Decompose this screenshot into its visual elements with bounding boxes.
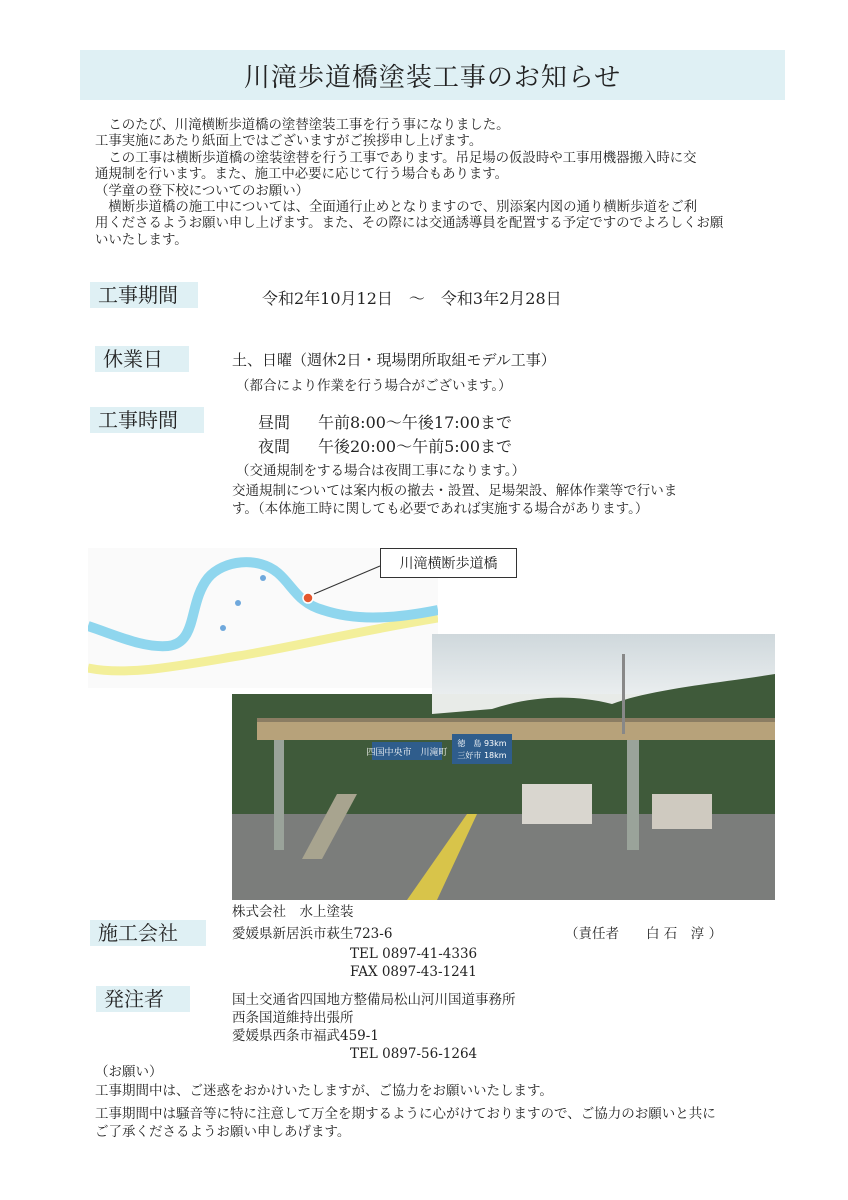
request-line-2: 工事期間中は騒音等に特に注意して万全を期するように心がけておりますので、ご協力のお願いと共に [95,1106,716,1122]
photo-bridge-rail [257,718,775,722]
hours-detail-2: す。（本体施工時に関しても必要であれば実施する場合があります。） [232,501,649,517]
contractor-responsible: （責任者 白 石 淳 ） [565,926,723,942]
photo-bridge-pillar [274,740,284,850]
hours-detail-1: 交通規制については案内板の撤去・設置、足場架設、解体作業等で行いま [232,483,678,499]
intro-line: いいたします。 [95,232,188,248]
page-title: 川滝歩道橋塗装工事のお知らせ [243,62,622,93]
intro-line: この工事は横断歩道橋の塗装塗替を行う工事であります。吊足場の仮設時や工事用機器搬入時に交 [95,150,697,166]
intro-line: 横断歩道橋の施工中については、全面通行止めとなりますので、別添案内図の通り横断歩道をご利 [95,200,698,216]
intro-line: 通規制を行います。また、施工中必要に応じて行う場合もあります。 [95,167,508,183]
client-tel: TEL 0897-56-1264 [350,1046,478,1062]
bridge-photo [232,634,775,900]
period-value: 令和2年10月12日 ～ 令和3年2月28日 [262,289,562,308]
map-pin-icon [235,600,241,606]
map-callout: 川滝横断歩道橋 [380,548,517,578]
photo-sign-left-text: 四国中央市 川滝町 [366,748,448,758]
photo-lamp-post [622,654,625,734]
request-heading: （お願い） [95,1064,163,1080]
photo-house [652,794,712,829]
contractor-tel: TEL 0897-41-4336 [350,946,478,962]
title-band [80,50,785,100]
intro-text [95,118,785,249]
photo-sign-right-text-1: 徳 島 93km [457,739,507,748]
hours-night-value: 午後20:00～午前5:00まで [318,437,513,456]
request-line-1: 工事期間中は、ご迷惑をおかけいたしますが、ご協力をお願いいたします。 [95,1083,553,1099]
period-label: 工事期間 [90,282,198,308]
holiday-note: （都合により作業を行う場合がございます。） [236,378,512,394]
photo-bridge-deck [257,722,775,740]
client-label: 発注者 [96,986,190,1012]
intro-line: （学童の登下校についてのお願い） [95,183,309,199]
contractor-company: 株式会社 水上塗装 [232,904,354,920]
photo-house [522,784,592,824]
holiday-label: 休業日 [95,346,189,372]
client-line-3: 愛媛県西条市福武459-1 [232,1028,379,1044]
hours-night-label: 夜間 [258,437,291,456]
hours-note: （交通規制をする場合は夜間工事になります。） [236,463,526,479]
hours-day-label: 昼間 [258,413,291,432]
photo-bridge-pillar [627,740,639,850]
photo-sign-right-text-2: 三好市 18km [457,751,507,760]
request-line-3: ご了承くださるようお願い申しあげます。 [95,1124,351,1140]
intro-line: 用くださるようお願い申し上げます。また、その際には交通誘導員を配置する予定ですのでよろしくお願 [95,216,724,232]
intro-line: 工事実施にあたり紙面上ではございますがご挨拶申し上げます。 [95,134,483,150]
map-pin-icon [220,625,226,631]
hours-label: 工事時間 [90,407,204,433]
client-line-1: 国土交通省四国地方整備局松山河川国道事務所 [232,992,516,1008]
hours-day-value: 午前8:00～午後17:00まで [318,413,513,432]
bridge-marker-icon [303,593,313,603]
contractor-address: 愛媛県新居浜市萩生723-6 [232,926,393,942]
intro-line: このたび、川滝横断歩道橋の塗替塗装工事を行う事になりました。 [95,118,510,133]
contractor-fax: FAX 0897-43-1241 [350,964,477,980]
client-line-2: 西条国道維持出張所 [232,1010,354,1026]
map-pin-icon [260,575,266,581]
holiday-value: 土、日曜（週休2日・現場閉所取組モデル工事） [232,351,556,369]
contractor-label: 施工会社 [90,920,206,946]
